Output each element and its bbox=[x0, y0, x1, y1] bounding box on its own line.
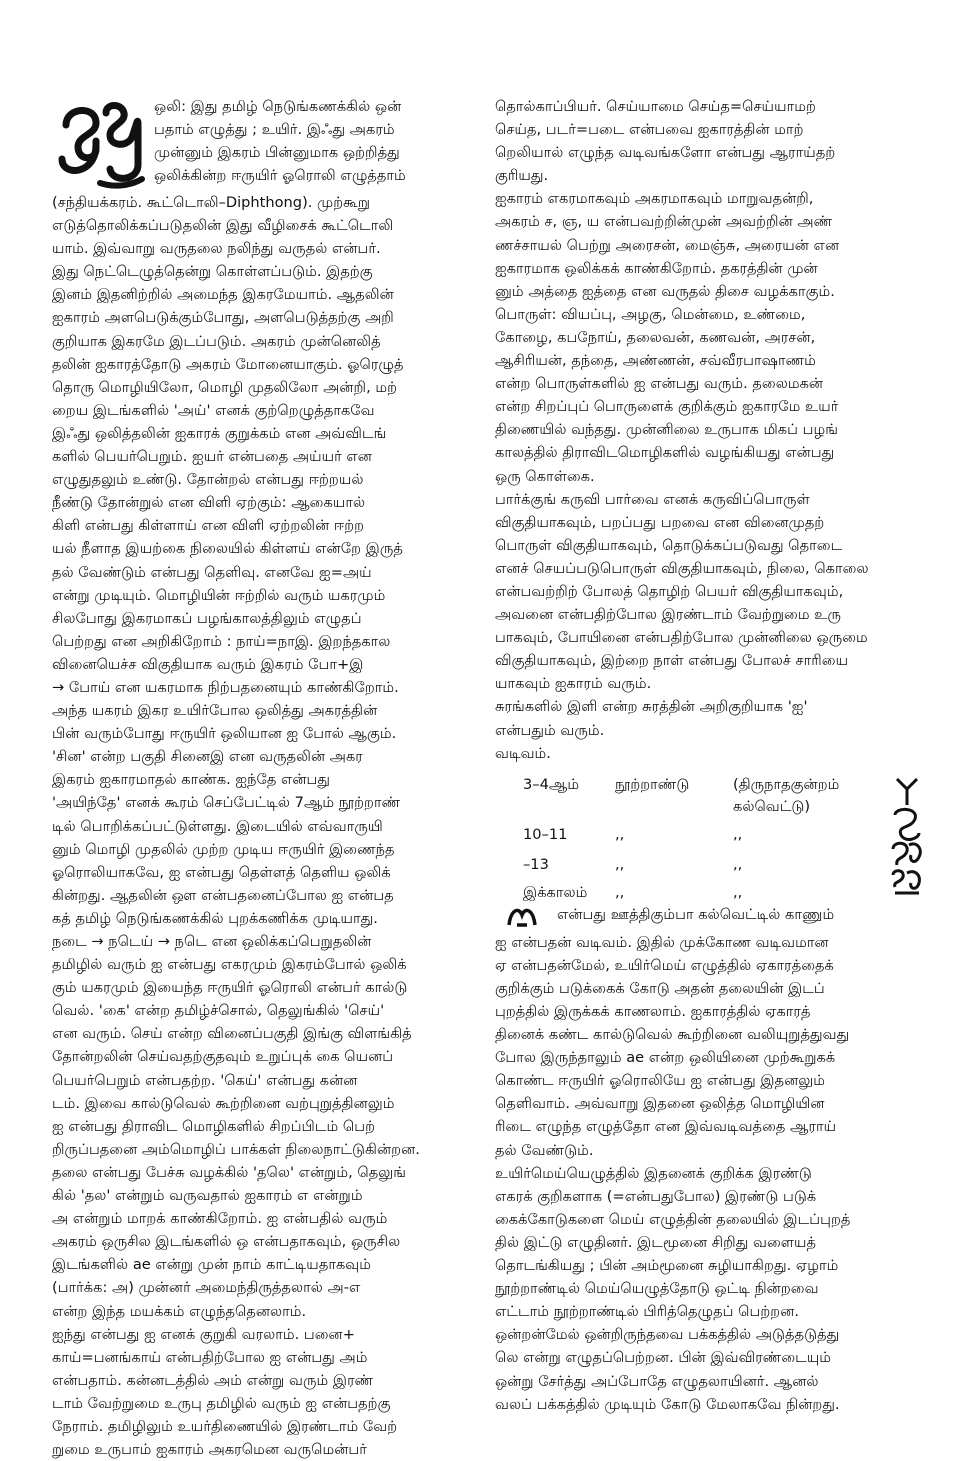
text-line: னும் அத்தை ஐத்தை என வருதல் திசை வழக்காகும். bbox=[495, 282, 835, 300]
table-cell-period: 10–11 bbox=[523, 825, 568, 843]
text-line: என்பதாம். கன்னடத்தில் அம் என்று வரும் இரண் bbox=[52, 1371, 374, 1389]
text-line: குறியாக இகரமே இடப்படும். அகரம் முன்னெலித் bbox=[52, 332, 381, 350]
text-line: போல இருந்தாலும் ae என்ற ஒலியினை முற்கூறுகக் bbox=[495, 1049, 836, 1067]
text-line: றெலியால் எழுந்த வடிவங்களோ என்பது ஆராய்தற் bbox=[495, 144, 836, 162]
text-line: நூற்றாண்டில் மெய்யெழுத்தோடு ஒட்டி நின்றவை bbox=[495, 1280, 819, 1298]
text-line: ஒலி: இது தமிழ் நெடுங்கணக்கில் ஒன் bbox=[154, 98, 402, 115]
text-line: திணையில் வந்தது. முன்னிலை உருபாக மிகப் பழங் bbox=[495, 421, 839, 439]
text-line: எடுத்தொலிக்கப்படுதலின் இது வீழிசைக் கூட்டொலி bbox=[52, 217, 394, 235]
text-line: னும் மொழி முதலில் முற்ற முடிய ஈருயிர் இணைந்த bbox=[52, 840, 395, 858]
table-cell-col3: ,, bbox=[733, 883, 743, 901]
text-line: ஏ என்பதன்மேல், உயிர்மெய் எழுத்தில் ஏகாரத்தைக் bbox=[495, 956, 834, 974]
text-line: ணச்சாயல் பெற்று அரைசன், மைஞ்சு, அரையன் என bbox=[495, 236, 840, 254]
text-line: யல் நீளாத இயற்கை நிலையில் கிள்ளய் என்றே இருத் bbox=[52, 540, 403, 558]
text-line: → போய் என யகரமாக நிற்பதனையும் காண்கிறோம். bbox=[52, 678, 399, 696]
text-line: கில் 'தல' என்றும் வருவதால் ஐகாரம் எ என்றும் bbox=[52, 1187, 363, 1205]
text-line: (பார்க்க: அ) முன்னர் அமைந்திருத்தலால் அ-எ bbox=[52, 1279, 361, 1297]
text-line: என்ற சிறப்புப் பொருளைக் குறிக்கும் ஐகாரமே உயர் bbox=[495, 398, 839, 416]
table-cell-col3: ,, bbox=[733, 825, 743, 843]
text-line: செய்த, படர்=படை என்பவை ஐகாரத்தின் மாற் bbox=[495, 121, 804, 139]
text-line: பெயர்பெறும் என்பதற்ற. 'கெய்' என்பது கன்ன bbox=[52, 1071, 358, 1089]
text-line: கத் தமிழ் நெடுங்கணக்கில் புறக்கணிக்க முடியாது. bbox=[52, 909, 378, 927]
text-line: டம். இவை கால்டுவெல் கூற்றினை வற்புறுத்தினலும் bbox=[52, 1094, 395, 1112]
table-cell-col2: ,, bbox=[615, 883, 625, 901]
text-line: அவனை என்பதிற்போல இரண்டாம் வேற்றுமை உரு bbox=[495, 606, 842, 624]
text-line: கின்றது. ஆதலின் ஔ என்பதனைப்போல ஐ என்பத bbox=[52, 886, 394, 904]
text-line: தலின் ஐகாரத்தோடு அகரம் மோனையாகும். ஓரெழுத் bbox=[52, 355, 404, 373]
text-line: ஒலிக்கின்ற ஈருயிர் ஓரொலி எழுத்தாம் bbox=[154, 167, 406, 185]
text-line: குரியது. bbox=[495, 167, 549, 185]
text-line: கொண்ட ஈருயிர் ஓரொலியே ஐ என்பது இதனலும் bbox=[495, 1072, 826, 1090]
text-line: ஒரு கொள்கை. bbox=[495, 467, 595, 485]
text-line: இது நெட்டெழுத்தென்று கொள்ளப்படும். இதற்கு bbox=[52, 263, 373, 281]
text-line: ஓரொலியாகவே, ஐ என்பது தெள்ளத் தெளிய ஒலிக் bbox=[52, 863, 391, 881]
text-line: லெ என்று எழுதப்பெற்றன. பின் இவ்விரண்டையும் bbox=[495, 1349, 832, 1367]
text-line: நீண்டு தோன்றுல் என விளி ஏற்கும்: ஆகையால் bbox=[52, 494, 366, 512]
text-line: ஒன்று சேர்த்து அப்போதே எழுதலாயினர். ஆனல் bbox=[495, 1372, 819, 1390]
table-cell-col2: ,, bbox=[615, 855, 625, 873]
text-line: வெல். 'கை' என்ற தமிழ்ச்சொல், தெலுங்கில் 'செய்' bbox=[52, 1002, 385, 1020]
text-line: பதாம் எழுத்து ; உயிர். இஃது அகரம் bbox=[154, 121, 395, 139]
text-line: சுரங்களில் இளி என்ற சுரத்தின் அறிகுறியாக 'ஐ' bbox=[495, 698, 808, 716]
text-line: என வரும். செய் என்ற வினைப்பகுதி இங்கு விளங்கித் bbox=[52, 1025, 412, 1043]
text-line: உயிர்மெய்யெழுத்தில் இதனைக் குறிக்க இரண்டு bbox=[495, 1164, 812, 1182]
text-line: எகரக் குறிகளாக (=என்பதுபோல) இரண்டு படுக் bbox=[495, 1187, 817, 1205]
text-line: தோன்றலின் செய்வதற்குதவும் உறுப்புக் கை யெனப் bbox=[52, 1048, 394, 1066]
text-line: தொல்காப்பியர். செய்யாமை செய்த=செய்யாமற் bbox=[495, 98, 816, 115]
text-line: பொருள் விகுதியாகவும், தொடுக்கப்படுவது தொடை bbox=[495, 536, 843, 554]
text-line: கிளி என்பது கிள்ளாய் என விளி ஏற்றலின் ஈற்ற bbox=[52, 517, 365, 535]
text-line: ஒன்றன்மேல் ஒன்றிருந்தவை பக்கத்தில் அடுத்தடுத்து bbox=[495, 1326, 840, 1344]
text-line: 'அயிந்தே' எனக் கூரம் செப்பேட்டில் 7ஆம் நூற்றாண் bbox=[52, 794, 401, 812]
text-line: காய்=பனங்காய் என்பதிற்போல ஐ என்பது அம் bbox=[52, 1348, 368, 1366]
text-line: சிலபோது இகரமாகப் பழங்காலத்திலும் எழுதப் bbox=[52, 609, 362, 627]
text-line: இடங்களில் ae என்று முன் நாம் காட்டியதாகவும் bbox=[52, 1256, 371, 1274]
dropcap-letter-ai bbox=[52, 95, 148, 191]
text-line: தொரு மொழியிலோ, மொழி முதலிலோ அன்றி, மற் bbox=[52, 378, 398, 396]
text-line: அகரம் ச, ஞ, ய என்பவற்றின்முன் அவற்றின் அண் bbox=[495, 213, 833, 231]
text-line: டில் பொறிக்கப்பட்டுள்ளது. இடையில் எவ்வாருயி bbox=[52, 817, 383, 835]
text-line: பொருள்: வியப்பு, அழகு, மென்மை, உண்மை, bbox=[495, 305, 806, 323]
text-line: (சந்தியக்கரம். கூட்டொலி–Diphthong). முற்கூறு bbox=[52, 194, 371, 211]
text-line: றிருப்பதனை அம்மொழிப் பாக்கள் நிலைநாட்டுகின்றன. bbox=[52, 1140, 420, 1158]
text-line: ஐகாரமாக ஒலிக்கக் காண்கிறோம். தகரத்தின் முன் bbox=[495, 259, 818, 277]
text-line: இனம் இதனிற்றில் அமைந்த இகரமேயாம். ஆதலின் bbox=[52, 286, 394, 304]
table-cell-period: –13 bbox=[523, 855, 549, 873]
text-line: வடிவம். bbox=[495, 744, 551, 762]
table-cell-col3: கல்வெட்டு) bbox=[733, 797, 811, 815]
table-cell-col2: நூற்றாண்டு bbox=[615, 775, 690, 793]
text-line: தல் வேண்டும். bbox=[495, 1141, 594, 1159]
text-line: என்று முடியும். மொழியின் ஈற்றில் வரும் யகரமும் bbox=[52, 586, 386, 604]
text-line: ஐகாரம் எகரமாகவும் அகரமாகவும் மாறுவதன்றி, bbox=[495, 190, 814, 208]
text-line: தல் வேண்டும் என்பது தெளிவு. எனவே ஐ=அய் bbox=[52, 563, 372, 581]
historical-ai-glyphs bbox=[889, 775, 925, 902]
text-line: வலப் பக்கத்தில் முடியும் கோடு மேலாகவே நின்றது. bbox=[495, 1395, 840, 1413]
text-line: என்பவற்றிற் போலத் தொழிற் பெயர் விகுதியாகவும், bbox=[495, 582, 844, 600]
text-line: கைக்கோடுகளை மெய் எழுத்தின் தலையில் இடப்புறத் bbox=[495, 1210, 851, 1228]
text-line: யாம். இவ்வாறு வருதலை நலிந்து வருதல் என்பர். bbox=[52, 240, 381, 258]
text-line: எழுதுதலும் உண்டு. தோன்றல் என்பது ஈற்றயல் bbox=[52, 471, 364, 489]
text-line: அகரம் ஒருசில இடங்களில் ஒ என்பதாகவும், ஒருசில bbox=[52, 1233, 401, 1251]
text-line: ஐ என்பது திராவிட மொழிகளில் சிறப்பிடம் பெற் bbox=[52, 1117, 376, 1135]
text-line: தெளிவாம். அவ்வாறு இதனை ஒலித்த மொழியின bbox=[495, 1095, 825, 1113]
text-line: எட்டாம் நூற்றாண்டில் பிரித்தெழுதப் பெற்றன. bbox=[495, 1303, 800, 1321]
text-line: காலத்தில் திராவிடமொழிகளில் வழங்கியது என்பது bbox=[495, 444, 835, 462]
text-line: ரிடை எழுந்த எழுத்தோ என இவ்வடிவத்தை ஆராய் bbox=[495, 1118, 837, 1136]
text-line: இகரம் ஐகாரமாதல் காண்க. ஐந்தே என்பது bbox=[52, 771, 331, 789]
text-line: இஃது ஒலித்தலின் ஐகாரக் குறுக்கம் என அவ்விடங் bbox=[52, 424, 387, 442]
text-line: ஐந்து என்பது ஐ எனக் குறுகி வரலாம். பனை+ bbox=[52, 1325, 355, 1343]
text-line: பின் வரும்போது ஈருயிர் ஒலியான ஐ போல் ஆகும். bbox=[52, 725, 397, 743]
inscription-caption: என்பது ஊத்திகும்பா கல்வெட்டில் காணும் bbox=[557, 905, 835, 923]
text-line: புறத்தில் இருக்கக் காணலாம். ஐகாரத்தில் ஏகாரத் bbox=[495, 1003, 811, 1020]
table-cell-period: இக்காலம் bbox=[523, 883, 588, 901]
table-cell-col3: ,, bbox=[733, 855, 743, 873]
text-line: 'சின' என்ற பகுதி சினைஇ என வருதலின் அகர bbox=[52, 748, 363, 766]
text-line: குறிக்கும் படுக்கைக் கோடு அதன் தலையின் இடப் bbox=[495, 979, 825, 997]
text-line: நேராம். தமிழிலும் உயர்திணையில் இரண்டாம் வேற் bbox=[52, 1417, 398, 1435]
triangle-ai-glyph bbox=[507, 903, 537, 929]
text-line: கும் யகரமும் இயைந்த ஈருயிர் ஓரொலி என்பர் கால்டு bbox=[52, 979, 408, 997]
text-line: தினைக் கண்ட கால்டுவெல் கூற்றினை வலியுறுத்துவது bbox=[495, 1026, 850, 1044]
text-line: தலை என்பது பேச்சு வழக்கில் 'தலெ' என்றும், தெலுங் bbox=[52, 1163, 407, 1181]
text-line: விகுதியாகவும், பறப்பது பறவை என வினைமுதற் bbox=[495, 513, 825, 531]
letter-forms-table bbox=[495, 769, 925, 901]
text-line: ஐ என்பதன் வடிவம். இதில் முக்கோண வடிவமான bbox=[495, 933, 829, 951]
table-cell-period: 3–4ஆம் bbox=[523, 775, 580, 793]
text-line: முன்னும் இகரம் பின்னுமாக ஒற்றித்து bbox=[154, 144, 400, 162]
text-line: யாகவும் ஐகாரம் வரும். bbox=[495, 675, 652, 693]
text-line: விகுதியாகவும், இற்றை நாள் என்பது போலச் சாரியை bbox=[495, 652, 849, 670]
text-line: களில் பெயர்பெறும். ஐயர் என்பதை அய்யர் என bbox=[52, 448, 372, 466]
right-column bbox=[495, 95, 925, 1416]
text-line: பார்க்குங் கருவி பார்வை எனக் கருவிப்பொருள் bbox=[495, 490, 810, 508]
left-column bbox=[52, 95, 472, 1461]
table-cell-col3: (திருநாதகுன்றம் bbox=[733, 775, 840, 793]
text-line: ஆசிரியன், தந்தை, அண்ணன், சவ்வீரபாஷாணம் bbox=[495, 352, 816, 370]
text-line: டாம் வேற்றுமை உருபு தமிழில் வரும் ஐ என்பதற்கு bbox=[52, 1394, 391, 1412]
inscription-note bbox=[495, 901, 925, 931]
text-line: கோழை, கபநோய், தலைவன், கணவன், அரசன், bbox=[495, 328, 816, 346]
text-line: றுமை உருபாம் ஐகாரம் அகரமென வருமென்பர் bbox=[52, 1441, 367, 1459]
text-line: வினையெச்ச விகுதியாக வரும் இகரம் போ+இ bbox=[52, 655, 364, 673]
text-line: தமிழில் வரும் ஐ என்பது எகரமும் இகரம்போல் ஒலிக் bbox=[52, 956, 407, 974]
text-line: என்ற இந்த மயக்கம் எழுந்ததெனலாம். bbox=[52, 1302, 307, 1320]
text-line: என்பதும் வரும். bbox=[495, 721, 605, 739]
text-line: பெற்றது என அறிகிறோம் : நாய்=நாஇ. இறந்தகால bbox=[52, 632, 391, 650]
text-line: நடை → நடெய் → நடெ என ஒலிக்கப்பெறுதலின் bbox=[52, 933, 372, 950]
text-line: அந்த யகரம் இகர உயிர்போல ஒலித்து அகரத்தின் bbox=[52, 702, 378, 720]
text-line: தொடங்கியது ; பின் அம்மூனை சுழியாகிறது. ஏழாம் bbox=[495, 1257, 839, 1275]
text-line: தில் இட்டு எழுதினர். இடமூனை சிறிது வளையத் bbox=[495, 1233, 816, 1251]
text-line: அ என்றும் மாறக் காண்கிறோம். ஐ என்பதில் வரும் bbox=[52, 1210, 388, 1228]
table-cell-col2: ,, bbox=[615, 825, 625, 843]
text-line: றைய இடங்களில் 'அய்' எனக் குற்றெழுத்தாகவே bbox=[52, 401, 375, 419]
text-line: என்ற பொருள்களில் ஐ என்பது வரும். தலைமகன் bbox=[495, 375, 824, 393]
text-line: ஐகாரம் அளபெடுக்கும்போது, அளபெடுத்தற்கு அறி bbox=[52, 309, 394, 327]
text-line: எனச் செயப்படுபொருள் விகுதியாகவும், நிலை, கொலை bbox=[495, 559, 869, 577]
text-line: பாகவும், போயினை என்பதிற்போல முன்னிலை ஒருமை bbox=[495, 629, 868, 647]
